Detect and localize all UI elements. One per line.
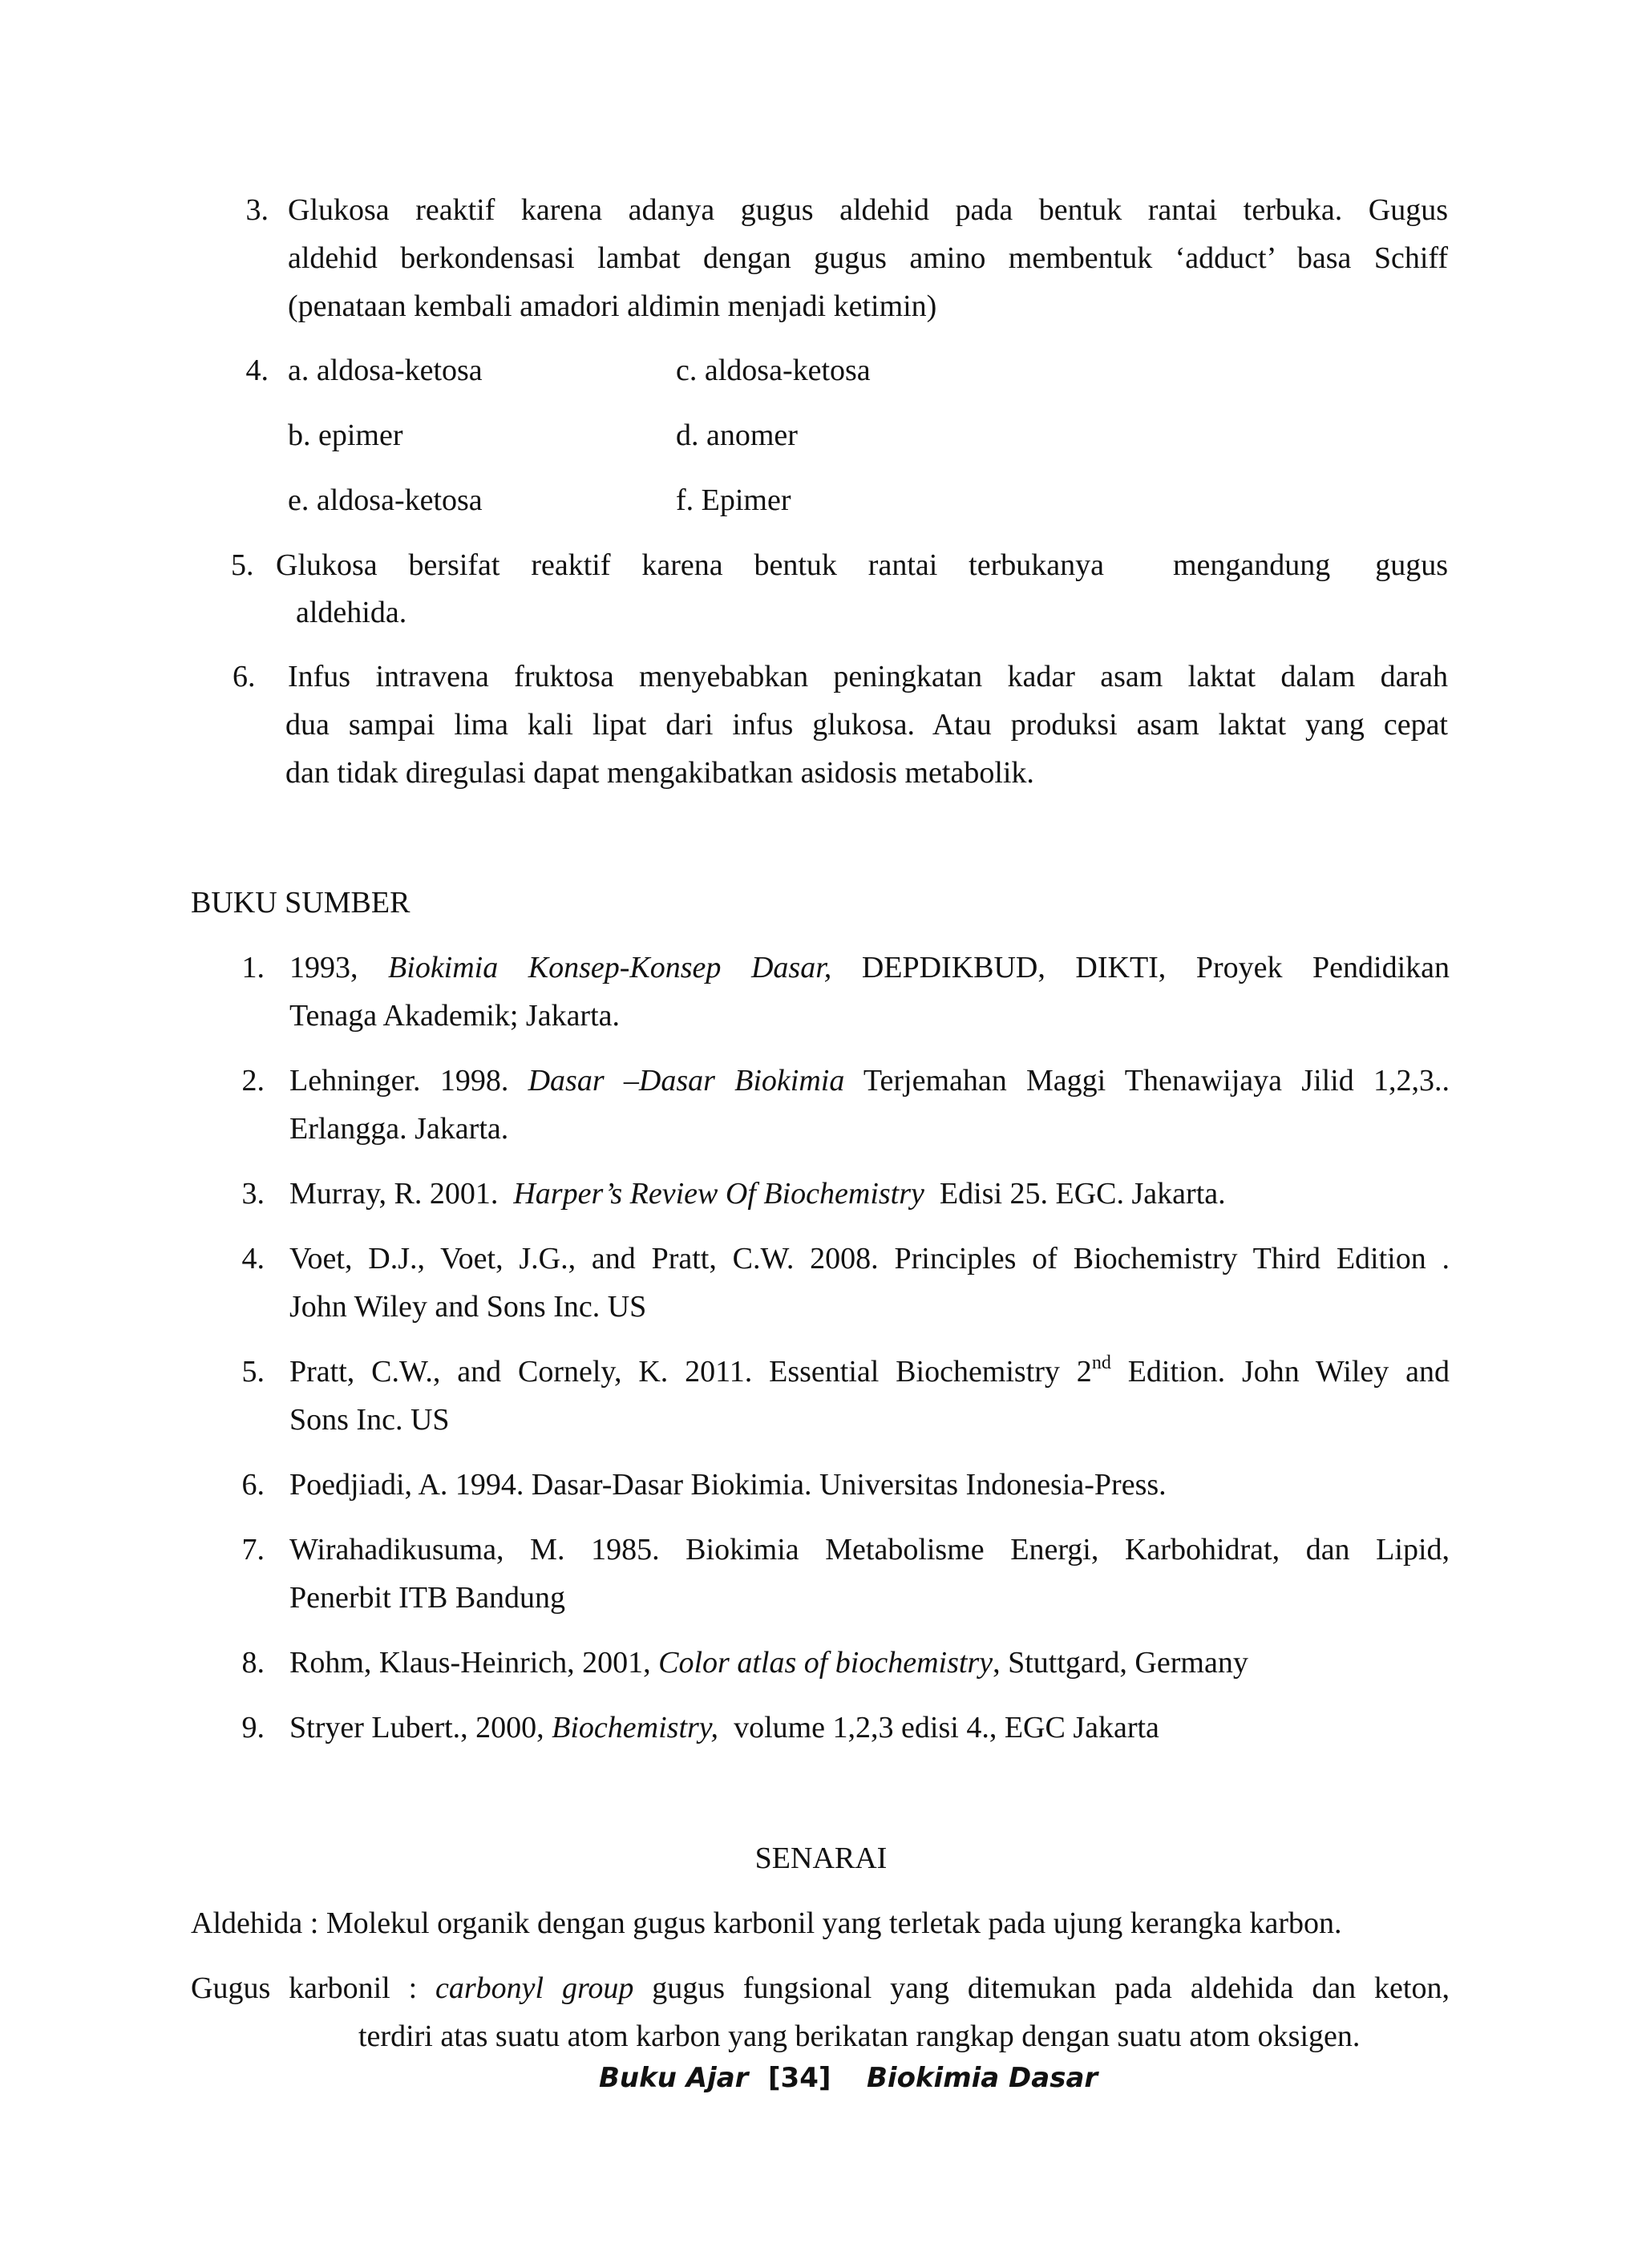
reference-3-line-1: Murray, R. 2001. Harper’s Review Of Biochemistry Edisi 25. EGC. Jakarta. [289, 1177, 1226, 1211]
answer-5-line-1-end: mengandung gugus [1173, 548, 1448, 582]
answer-5-line-2: aldehida. [296, 596, 407, 629]
answer-3-line-2: aldehid berkondensasi lambat dengan gugus amino membentuk ‘adduct’ basa Schiff [288, 241, 1448, 275]
answer-6-line-3: dan tidak diregulasi dapat mengakibatkan asidosis metabolik. [285, 756, 1034, 790]
reference-9-line-1: Stryer Lubert., 2000, Biochemistry, volume 1,2,3 edisi 4., EGC Jakarta [289, 1711, 1159, 1744]
answer-4d: d. anomer [676, 418, 798, 452]
footer-page-number: [34] [768, 2062, 831, 2094]
reference-4-number: 4. [241, 1242, 265, 1275]
answer-6-line-2: dua sampai lima kali lipat dari infus glukosa. Atau produksi asam laktat yang cepat [285, 708, 1448, 742]
glossary-entry-karbonil-line-1: Gugus karbonil : carbonyl group gugus fungsional yang ditemukan pada aldehida dan keton, [191, 1971, 1450, 2005]
reference-5-number: 5. [241, 1355, 265, 1389]
glossary-entry-karbonil-line-2: terdiri atas suatu atom karbon yang berikatan rangkap dengan suatu atom oksigen. [358, 2019, 1361, 2053]
answer-6-number: 6. [233, 660, 256, 693]
reference-1-number: 1. [241, 951, 265, 984]
footer-book-label: Buku Ajar [599, 2062, 749, 2094]
reference-3-number: 3. [241, 1177, 265, 1211]
answer-4f: f. Epimer [676, 483, 791, 517]
reference-9-number: 9. [241, 1711, 265, 1744]
reference-6-number: 6. [241, 1468, 265, 1502]
reference-1-line-1: 1993, Biokimia Konsep-Konsep Dasar, DEPDIKBUD, DIKTI, Proyek Pendidikan [289, 951, 1450, 984]
reference-6-line-1: Poedjiadi, A. 1994. Dasar-Dasar Biokimia. Universitas Indonesia-Press. [289, 1468, 1167, 1502]
answer-4-number: 4. [245, 354, 269, 387]
reference-7-line-2: Penerbit ITB Bandung [289, 1581, 566, 1615]
reference-7-number: 7. [241, 1533, 265, 1567]
answer-4c: c. aldosa-ketosa [676, 354, 871, 387]
reference-5-line-2: Sons Inc. US [289, 1403, 450, 1437]
reference-2-line-2: Erlangga. Jakarta. [289, 1112, 509, 1146]
references-heading: BUKU SUMBER [191, 886, 410, 920]
reference-2-number: 2. [241, 1064, 265, 1098]
reference-4-line-1: Voet, D.J., Voet, J.G., and Pratt, C.W. 2008. Principles of Biochemistry Third Edition . [289, 1242, 1450, 1275]
glossary-entry-aldehida: Aldehida : Molekul organik dengan gugus karbonil yang terletak pada ujung kerangka karbon. [191, 1906, 1342, 1940]
answer-4b: b. epimer [288, 418, 403, 452]
answer-4a: a. aldosa-ketosa [288, 354, 483, 387]
reference-1-line-2: Tenaga Akademik; Jakarta. [289, 999, 621, 1033]
glossary-heading: SENARAI [754, 1841, 888, 1875]
answer-5-number: 5. [231, 548, 254, 582]
answer-3-number: 3. [245, 193, 269, 227]
reference-7-line-1: Wirahadikusuma, M. 1985. Biokimia Metabolisme Energi, Karbohidrat, dan Lipid, [289, 1533, 1450, 1567]
reference-8-line-1: Rohm, Klaus-Heinrich, 2001, Color atlas of biochemistry, Stuttgard, Germany [289, 1646, 1248, 1680]
answer-4e: e. aldosa-ketosa [288, 483, 483, 517]
reference-4-line-2: John Wiley and Sons Inc. US [289, 1290, 647, 1324]
footer-subject: Biokimia Dasar [867, 2062, 1098, 2094]
answer-3-line-1: Glukosa reaktif karena adanya gugus aldehid pada bentuk rantai terbuka. Gugus [288, 193, 1448, 227]
answer-6-line-1: Infus intravena fruktosa menyebabkan peningkatan kadar asam laktat dalam darah [288, 660, 1448, 693]
reference-8-number: 8. [241, 1646, 265, 1680]
answer-3-line-3: (penataan kembali amadori aldimin menjadi ketimin) [288, 289, 937, 323]
reference-5-line-1: Pratt, C.W., and Cornely, K. 2011. Essential Biochemistry 2nd Edition. John Wiley and [289, 1352, 1450, 1389]
reference-2-line-1: Lehninger. 1998. Dasar –Dasar Biokimia Terjemahan Maggi Thenawijaya Jilid 1,2,3.. [289, 1064, 1450, 1098]
answer-5-line-1: Glukosa bersifat reaktif karena bentuk rantai terbukanya [276, 548, 1104, 582]
